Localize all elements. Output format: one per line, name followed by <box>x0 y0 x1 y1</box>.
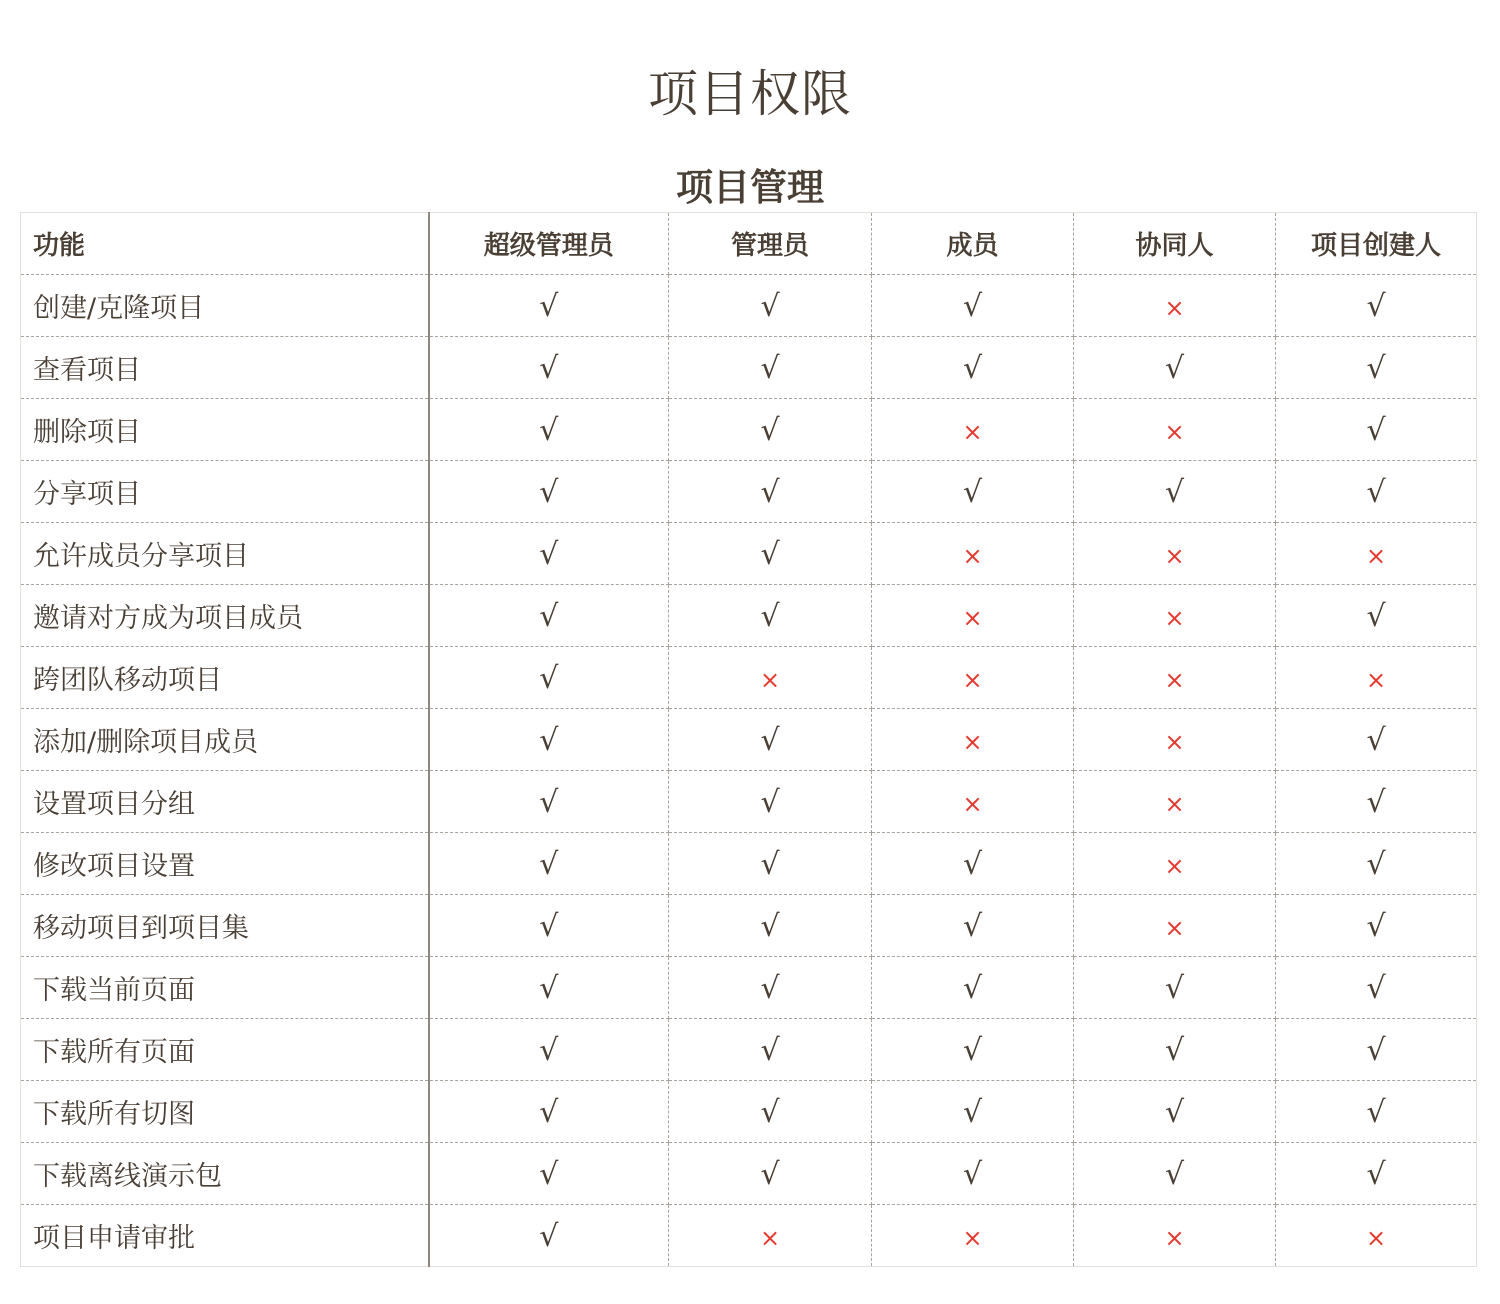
table-row <box>21 585 1477 647</box>
perm-cell-super-admin <box>429 1205 669 1267</box>
perm-cell-collaborator <box>1074 523 1276 585</box>
table-row <box>21 957 1477 1019</box>
perm-cell-super-admin <box>429 337 669 399</box>
cross-icon: × <box>1164 418 1185 446</box>
perm-cell-project-creator <box>1276 337 1477 399</box>
check-icon: √ <box>1366 723 1386 758</box>
perm-cell-collaborator <box>1074 1019 1276 1081</box>
table-row <box>21 523 1477 585</box>
perm-cell-collaborator <box>1074 895 1276 957</box>
perm-cell-admin <box>669 461 872 523</box>
perm-cell-collaborator <box>1074 461 1276 523</box>
perm-cell-project-creator <box>1276 833 1477 895</box>
function-label: 邀请对方成为项目成员 <box>21 585 429 647</box>
check-icon: √ <box>539 971 559 1006</box>
perm-cell-admin <box>669 1081 872 1143</box>
header-admin: 管理员 <box>669 213 872 275</box>
check-icon: √ <box>760 599 780 634</box>
perm-cell-super-admin <box>429 1081 669 1143</box>
check-icon: √ <box>962 909 983 944</box>
perm-cell-collaborator <box>1074 647 1276 709</box>
check-icon: √ <box>1164 1033 1185 1068</box>
perm-cell-super-admin <box>429 895 669 957</box>
check-icon: √ <box>1366 847 1386 882</box>
perm-cell-member <box>872 895 1074 957</box>
check-icon: √ <box>962 1033 983 1068</box>
check-icon: √ <box>539 909 559 944</box>
perm-cell-collaborator <box>1074 957 1276 1019</box>
table-row <box>21 399 1477 461</box>
cross-icon: × <box>1164 1224 1185 1252</box>
check-icon: √ <box>760 723 780 758</box>
check-icon: √ <box>1366 909 1386 944</box>
perm-cell-admin <box>669 585 872 647</box>
check-icon: √ <box>962 1095 983 1130</box>
cross-icon: × <box>759 1224 781 1252</box>
perm-cell-collaborator <box>1074 275 1276 337</box>
check-icon: √ <box>760 413 780 448</box>
function-label: 创建/克隆项目 <box>21 275 429 337</box>
perm-cell-member <box>872 585 1074 647</box>
perm-cell-project-creator <box>1276 957 1477 1019</box>
perm-cell-super-admin <box>429 1019 669 1081</box>
cross-icon: × <box>962 1224 983 1252</box>
check-icon: √ <box>1164 1157 1185 1192</box>
table-row <box>21 337 1477 399</box>
check-icon: √ <box>760 475 780 510</box>
function-label: 下载当前页面 <box>21 957 429 1019</box>
perm-cell-super-admin <box>429 833 669 895</box>
function-label: 允许成员分享项目 <box>21 523 429 585</box>
cross-icon: × <box>1164 790 1185 818</box>
function-label: 分享项目 <box>21 461 429 523</box>
cross-icon: × <box>1164 542 1185 570</box>
perm-cell-admin <box>669 957 872 1019</box>
check-icon: √ <box>539 1033 559 1068</box>
function-label: 添加/删除项目成员 <box>21 709 429 771</box>
function-label: 下载所有页面 <box>21 1019 429 1081</box>
function-label: 查看项目 <box>21 337 429 399</box>
perm-cell-member <box>872 771 1074 833</box>
cross-icon: × <box>1164 294 1185 322</box>
perm-cell-collaborator <box>1074 399 1276 461</box>
check-icon: √ <box>962 351 983 386</box>
check-icon: √ <box>760 537 780 572</box>
table-header-row <box>21 213 1477 275</box>
table-row <box>21 833 1477 895</box>
function-label: 移动项目到项目集 <box>21 895 429 957</box>
perm-cell-member <box>872 1081 1074 1143</box>
check-icon: √ <box>760 971 780 1006</box>
perm-cell-member <box>872 957 1074 1019</box>
perm-cell-collaborator <box>1074 1205 1276 1267</box>
check-icon: √ <box>962 971 983 1006</box>
perm-cell-project-creator <box>1276 771 1477 833</box>
cross-icon: × <box>962 418 983 446</box>
perm-cell-project-creator <box>1276 1019 1477 1081</box>
check-icon: √ <box>962 847 983 882</box>
perm-cell-collaborator <box>1074 337 1276 399</box>
check-icon: √ <box>760 289 780 324</box>
perm-cell-admin <box>669 647 872 709</box>
check-icon: √ <box>760 1157 780 1192</box>
perm-cell-super-admin <box>429 957 669 1019</box>
perm-cell-admin <box>669 1205 872 1267</box>
check-icon: √ <box>539 1157 559 1192</box>
perm-cell-collaborator <box>1074 585 1276 647</box>
check-icon: √ <box>539 413 559 448</box>
function-label: 项目申请审批 <box>21 1205 429 1267</box>
perm-cell-project-creator <box>1276 399 1477 461</box>
check-icon: √ <box>539 1219 559 1254</box>
check-icon: √ <box>539 475 559 510</box>
check-icon: √ <box>760 909 780 944</box>
perm-cell-project-creator <box>1276 585 1477 647</box>
check-icon: √ <box>1164 1095 1185 1130</box>
header-member: 成员 <box>872 213 1074 275</box>
table-row <box>21 1205 1477 1267</box>
check-icon: √ <box>539 537 559 572</box>
header-function: 功能 <box>21 213 429 275</box>
perm-cell-member <box>872 1019 1074 1081</box>
check-icon: √ <box>962 1157 983 1192</box>
perm-cell-admin <box>669 1143 872 1205</box>
perm-cell-member <box>872 399 1074 461</box>
perm-cell-project-creator <box>1276 1205 1477 1267</box>
cross-icon: × <box>1164 604 1185 632</box>
check-icon: √ <box>1164 475 1185 510</box>
perm-cell-collaborator <box>1074 1081 1276 1143</box>
perm-cell-member <box>872 523 1074 585</box>
function-label: 删除项目 <box>21 399 429 461</box>
function-label: 下载离线演示包 <box>21 1143 429 1205</box>
check-icon: √ <box>539 847 559 882</box>
check-icon: √ <box>1366 475 1386 510</box>
perm-cell-admin <box>669 895 872 957</box>
check-icon: √ <box>1366 1033 1386 1068</box>
perm-cell-admin <box>669 833 872 895</box>
check-icon: √ <box>1366 785 1386 820</box>
check-icon: √ <box>1366 599 1386 634</box>
check-icon: √ <box>760 351 780 386</box>
perm-cell-super-admin <box>429 523 669 585</box>
check-icon: √ <box>1164 351 1185 386</box>
cross-icon: × <box>1365 542 1387 570</box>
cross-icon: × <box>1164 666 1185 694</box>
perm-cell-project-creator <box>1276 647 1477 709</box>
perm-cell-project-creator <box>1276 275 1477 337</box>
perm-cell-project-creator <box>1276 1143 1477 1205</box>
cross-icon: × <box>1365 666 1387 694</box>
perm-cell-super-admin <box>429 585 669 647</box>
perm-cell-member <box>872 647 1074 709</box>
perm-cell-project-creator <box>1276 709 1477 771</box>
header-collaborator: 协同人 <box>1074 213 1276 275</box>
check-icon: √ <box>1366 413 1386 448</box>
perm-cell-admin <box>669 523 872 585</box>
perm-cell-super-admin <box>429 771 669 833</box>
cross-icon: × <box>1164 852 1185 880</box>
cross-icon: × <box>759 666 781 694</box>
cross-icon: × <box>1365 1224 1387 1252</box>
perm-cell-admin <box>669 399 872 461</box>
perm-cell-super-admin <box>429 399 669 461</box>
check-icon: √ <box>539 661 559 696</box>
perm-cell-admin <box>669 337 872 399</box>
table-row <box>21 771 1477 833</box>
perm-cell-member <box>872 461 1074 523</box>
check-icon: √ <box>539 1095 559 1130</box>
perm-cell-member <box>872 1143 1074 1205</box>
check-icon: √ <box>539 599 559 634</box>
function-label: 下载所有切图 <box>21 1081 429 1143</box>
perm-cell-admin <box>669 771 872 833</box>
perm-cell-super-admin <box>429 275 669 337</box>
perm-cell-admin <box>669 275 872 337</box>
cross-icon: × <box>962 604 983 632</box>
cross-icon: × <box>1164 728 1185 756</box>
table-row <box>21 1081 1477 1143</box>
table-row <box>21 647 1477 709</box>
perm-cell-admin <box>669 1019 872 1081</box>
check-icon: √ <box>1366 289 1386 324</box>
perm-cell-super-admin <box>429 709 669 771</box>
cross-icon: × <box>962 790 983 818</box>
check-icon: √ <box>760 785 780 820</box>
check-icon: √ <box>962 289 983 324</box>
check-icon: √ <box>539 351 559 386</box>
perm-cell-super-admin <box>429 647 669 709</box>
table-row <box>21 709 1477 771</box>
header-super-admin: 超级管理员 <box>429 213 669 275</box>
perm-cell-project-creator <box>1276 461 1477 523</box>
perm-cell-member <box>872 337 1074 399</box>
perm-cell-project-creator <box>1276 523 1477 585</box>
perm-cell-collaborator <box>1074 833 1276 895</box>
perm-cell-collaborator <box>1074 1143 1276 1205</box>
cross-icon: × <box>962 542 983 570</box>
check-icon: √ <box>539 289 559 324</box>
permissions-table <box>20 212 1477 1267</box>
perm-cell-collaborator <box>1074 771 1276 833</box>
check-icon: √ <box>539 785 559 820</box>
check-icon: √ <box>760 1033 780 1068</box>
cross-icon: × <box>1164 914 1185 942</box>
header-project-creator: 项目创建人 <box>1276 213 1477 275</box>
perm-cell-collaborator <box>1074 709 1276 771</box>
perm-cell-member <box>872 275 1074 337</box>
perm-cell-project-creator <box>1276 1081 1477 1143</box>
check-icon: √ <box>760 847 780 882</box>
check-icon: √ <box>1366 1095 1386 1130</box>
perm-cell-super-admin <box>429 1143 669 1205</box>
table-body <box>21 275 1477 1267</box>
page-title: 项目权限 <box>648 64 852 123</box>
perm-cell-member <box>872 833 1074 895</box>
perm-cell-admin <box>669 709 872 771</box>
table-row <box>21 275 1477 337</box>
table-row <box>21 1143 1477 1205</box>
perm-cell-super-admin <box>429 461 669 523</box>
function-label: 修改项目设置 <box>21 833 429 895</box>
cross-icon: × <box>962 728 983 756</box>
perm-cell-member <box>872 709 1074 771</box>
section-title: 项目管理 <box>676 165 824 209</box>
function-label: 设置项目分组 <box>21 771 429 833</box>
table-row <box>21 895 1477 957</box>
function-label: 跨团队移动项目 <box>21 647 429 709</box>
check-icon: √ <box>1366 1157 1386 1192</box>
perm-cell-member <box>872 1205 1074 1267</box>
check-icon: √ <box>1366 971 1386 1006</box>
check-icon: √ <box>1164 971 1185 1006</box>
check-icon: √ <box>539 723 559 758</box>
table-row <box>21 1019 1477 1081</box>
cross-icon: × <box>962 666 983 694</box>
check-icon: √ <box>1366 351 1386 386</box>
perm-cell-project-creator <box>1276 895 1477 957</box>
check-icon: √ <box>760 1095 780 1130</box>
table-row <box>21 461 1477 523</box>
check-icon: √ <box>962 475 983 510</box>
